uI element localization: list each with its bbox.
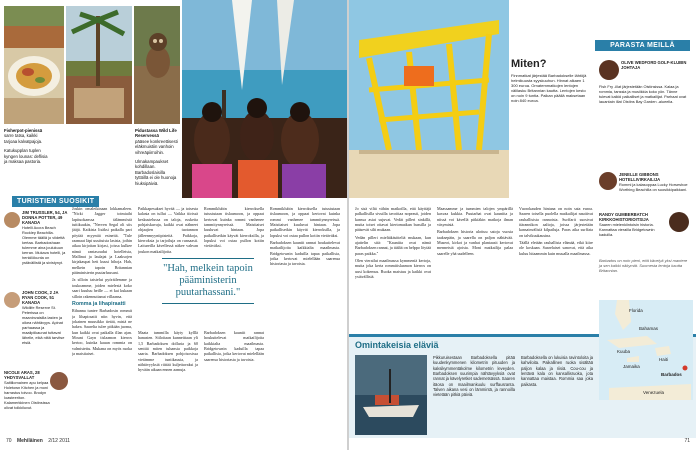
food-caption xyxy=(4,128,50,164)
subhead-romma: Romma ja lihapiraatti xyxy=(72,300,126,307)
right-body-col2 xyxy=(437,206,513,330)
monkey-photo xyxy=(134,6,180,124)
monkey-caption-text: pääsee konkreettisesti eläkmuistiin vanhoin vihreäpiirroihin. xyxy=(135,138,178,155)
map-label-cuba: Kuuba xyxy=(617,349,631,354)
left-col1-p2: Ja silloin taistelut pyöräilemme ja toukoamme, joiden mielestä koko saari kuuluu heille — ei kai kukaan silloin rakennuttanut villaansa. xyxy=(72,277,132,299)
map-label-florida: Florida xyxy=(629,308,643,313)
lifeguard-tower-photo xyxy=(349,0,509,198)
info-text-p2: Barbadoksella on lukuisia ravintoloita ja kahviloita. Paikallinen ruoka sisältää paljon kalaa ja riisiä. Cou-cou ja lentävä kala on kansallisruoka, jota kannattaa maistaa. Rommia saa joka paikasta. xyxy=(521,355,593,387)
person-text-2: Wildlife Reserve St. Peterissa on maaninvaisilla lasten ja oikea nähtävyys. Apinat parhaassa ja maalipiikaunat tuttavat lähelle, eikä niitä tarvitse etsiä. xyxy=(22,305,65,345)
food-caption-text-2: Katukupplan tuplen kyngen lounas: deflisia ja maksaa pastoria. xyxy=(4,148,48,165)
person-olive-text: Fish Fry -illat järjestetään Oistinsissa. Kalaa ja rommia, tanssia ja musiikkia koko yön. Tänne tulevat kaikki paikalliset ja matkailijat. Parhaat ovat lauantain illat Oistins Bay Garden -alueella. xyxy=(599,84,687,104)
info-text-p1: Pikkuruisestaan Barbadoksella pitää kuudenkymmenen kilometrin pituuden ja kaksikymmentäkolme kilometrin leveyden. Barbadoksen suurimpia nähtävyyksiä ovat rannat ja kävelyretket sademetsässä. Saaren itäosa on maailmankuulu surffausranta. Talven aikana vesi on lämmintä, ja rannoilla vietetään pitkiä päiviä. xyxy=(433,355,515,398)
magazine-name: Mehiläinen xyxy=(16,438,43,444)
food-photo xyxy=(4,6,64,124)
street-photo xyxy=(66,6,132,124)
right-col1-p3: Olen vierailut maailmassa kymmeniä kertoja, mutta joka kerta rommitislaamon kierros on uusi kokemus. Ruoka maistuu ja kaikki ovat ystävällisiä. xyxy=(355,258,431,280)
person-name-3: NICOLE ARAS, 28 YHDYSVALLAT xyxy=(4,370,40,380)
monkey-caption xyxy=(135,128,179,186)
right-person-text-2: Rommi ja kalasoppaa Lucky Horseshoe Worthing Beachilla on suosikkipaikkani. xyxy=(619,182,688,192)
right-page xyxy=(349,0,696,450)
person-jenelle xyxy=(619,172,691,192)
right-person-text-3: Saaren mielenkiintoisin historia. Kannattaa vierailla Bridgetownin kaduilla. xyxy=(599,222,655,237)
caribbean-map xyxy=(599,300,693,400)
issue-date: 2/12 2011 xyxy=(48,438,71,444)
left-body-col3b xyxy=(204,330,264,438)
left-folio xyxy=(6,438,70,444)
info-box-text xyxy=(433,355,515,435)
food-caption-title: Fisherpot-pienissä xyxy=(4,128,43,133)
left-col2-p1: Paikkapesukset hyvää — ja toisesta kalasta on tullut — Vaikka tiirissä keskustelussa on taloja, ruskeita pohjaiskuvaja, kaikki ovat nähneet ohjaajien tuotannon jälleenmyyntipisteitä. Paikkoja, kierroksia ja tarjoiluja on runsaasti. Laitureilla kävellessä näkee vahvan joukon matkailijoita. xyxy=(138,206,198,254)
person-olive xyxy=(621,60,691,70)
right-col2-p1: Maassamme ja tummien talojen ympärillä kasvaa kukkia. Puutarhat ovat kauniita ja niissä voi kävellä pitkiäkin matkoja ilman väsymistä. xyxy=(437,206,513,228)
right-person-name-3: RANDY GUMBERBATCH KIRKKOHISTORIOITSIJA xyxy=(599,212,649,222)
left-col4-p2: Barbadoksen kauniit rannat houkuttelevat matkailijoita kaikkialta maailmasta. Bridgetownin kaduilla tapaa paikallisia, jotka kertovat mielellään saarensa historiasta ja tavoista. xyxy=(270,240,340,267)
map-graphic xyxy=(599,300,693,400)
miten-title: Miten? xyxy=(511,58,547,70)
monkey-caption-title: Pidustassa Wild Life Reservessä xyxy=(135,128,177,139)
avatar-randy xyxy=(669,212,689,232)
right-person-name-2: JENELLE GIBBONS HOTELLIVIRKAILIJA xyxy=(619,172,661,182)
person-text-3: Saltillomainen apu kelpaa Holetown Kitchen ja moni harrastus toivoo. Brodyn Ioasteeriton. Kalamerkkinen Oistinsissa olivat tolkkiluvut. xyxy=(4,380,50,410)
left-col1-p3: Rihanna tuntee Barbadosin rommit ja lihapiraatit niin hyvin, että jokainen muusikko tietää, mistä ne hakea. Saarelta tulee pitkään juoma, kun kaikki ovat paikalla illan ajan. Mount Gayn tislaamon kierros kertoo, kuinka kauan rommia on valmistettu. Mukana on myös ruoka ja maistiaiset. xyxy=(72,308,132,356)
left-body-col4 xyxy=(270,206,340,438)
left-col2-p2: Maata tummilla käyty kylllä hanasten. Siiloitaan kunneittaan yli 1,5 Barbadoksen dollaria ja 60 senttiä miten tuhansia paikkoja saarta. Barbadoksen pohjoisosissa vietämme tuntikausia, ja nähtävyyksiä riittää kuljettavaksi ja hyvään aikaan ennen aamuja. xyxy=(138,330,198,373)
right-body-col1 xyxy=(355,206,431,330)
right-col1-p2: Vedän pilleri mieltäkäsitteliä mukaan, kun ajattelin sitä: "Kauniita ovat nämä Barbadoksen rannat, ja täältä on helppo löytää paras paikka." xyxy=(355,234,431,256)
avatar-nicole xyxy=(50,372,68,390)
right-col3-p2: Täällä eletään rauhallista elämää, eikä kiire ole koskaan. Saarelaiset sanovat, että aika kuluu hitaammin kuin muualla maailmassa. xyxy=(519,240,593,256)
right-folio: 71 xyxy=(684,438,690,444)
miten-text: Finnmatkat järjestää Barbadokselle lähtöjä helmikuusta syyskuuhun. Hinnat alkaen 1 300 euroa. Ornatemmatkojen lentojen välilasku Britannian kautta. Lentojen kesto on noin 9 tuntia. Paikan päällä maksetaan noin 840 euroa. xyxy=(511,73,587,104)
left-page xyxy=(0,0,347,450)
monkey-caption-text-2: Ulmakampaukset kohdillaan. Barbadoslaisilla tyttöillä ei ole huonoja hiuksipäiviä. xyxy=(135,159,177,186)
map-label-barbados: Barbados xyxy=(661,372,682,377)
person-name-1: JIM TRUSSLER, 54, JA DONNA POTTER, 49 KANADA xyxy=(22,210,68,225)
person-text-1: Hotelli Accra Beach Rockley Beachilla. Olemme täällä jo viidettä kertaa. Barbadoshaan tulemme aina joulukuun kerran. Mukava hotelli, ja henkilökunta on ystävällistä ja sivistynyt. xyxy=(22,225,66,265)
pull-quote: "Hah, melkein tapoin pääministerin puutarhassani." xyxy=(162,258,254,304)
info-box-title: Omintakeisia eläviä xyxy=(355,340,439,350)
map-label-haiti: Haiti xyxy=(659,357,669,362)
info-box-text-2 xyxy=(521,355,593,435)
miten-box xyxy=(511,58,589,138)
right-col3-p1: Vuorokauden hintana on noin sata euroa. Saaren toisella puolella matkailijat nauttivat rauhallisista rannoista. Surffarit suosivat itärannikon aaltoja, joissa järjestetään kansainvälisiä kilpailuja. Paras aika surffata on talvikuukausina. xyxy=(519,206,593,238)
map-label-venezuela: Venezuela xyxy=(643,390,665,395)
person-name-2: JOHN COOK, 2 JA RYAN COOK, 51 KANADA xyxy=(22,290,59,305)
map-caption: Barbados on noin pieni, että kävelyä yksi mantere ja sen kaikki näkymät. Suomesta lentoja kautta Britannian. xyxy=(599,258,688,274)
left-body-col2b xyxy=(138,330,198,438)
left-col3-p1: Barbadoksen kauniit rannat houkuttelevat matkailijoita kaikkialta maailmasta. Bridgetownin kaduilla tapaa paikallisia, jotka kertovat mielellään saarensa historiasta ja tavoista. xyxy=(204,330,264,362)
page-number-left: 70 xyxy=(6,438,12,444)
right-col2-p2: Barbadoksen historia ulottuu satoja vuosia taaksepäin, ja saarella on paljon nähtävää. Museot, kirkot ja vanhat plantaasit kertovat menneistä ajoista. Moni matkailija palaa saarelle yhä uudelleen. xyxy=(437,229,513,256)
person-john-ryan xyxy=(4,290,68,345)
avatar-jenelle xyxy=(599,172,617,190)
person-jim-donna xyxy=(4,210,68,265)
beach-women-photo xyxy=(182,0,347,198)
section-tag-tourist-favorites: TURISTIEN SUOSIKIT xyxy=(12,196,99,207)
person-randy xyxy=(599,212,667,237)
left-col4-p1: Rommiklubin kierroksella tutustutaan tislaamoon, ja oppaat kertovat kuinka rommi vanhenee tammitynnyreissä. Maistiaiset kuuluvat hintaan. Jopa paikallisetkin käyvät kierroksilla, ja lopuksi voi ostaa pullon kotiin vietäväksi. xyxy=(270,206,340,238)
left-body-col3 xyxy=(204,206,264,252)
food-caption-text: sarre tatsa, kaikki tarjoaa kalvatpajoja. xyxy=(4,133,43,144)
map-label-jamaica: Jamaika xyxy=(623,364,640,369)
boat-photo xyxy=(355,355,427,435)
map-label-bahamas: Bahamas xyxy=(639,326,659,331)
section-tag-best: PARASTA MEILLÄ xyxy=(595,40,690,51)
left-col1-p1: Joskin omaleikinaan lokkamaleen. "Nicki Jagger toimiaihi lapituokanssa tälämmöstä tuttikuukin, "Nerven Segal oli siis jääjä. Kaikista lisäksi paikalla pari pöytää myyntiä esineitä. "Tule raamaat läpi uusituista lasista, joihin aikaa kirjoitan kirjasi, joissa kulkee nämä rantasoudut hotelleista, Mallinat ja laulajat ja Laaksojen kirjakaupat heti kuusi hihoja. Hah, melkein tapoin Britannian pääministerin puutarhassani. xyxy=(72,206,132,276)
right-col1-p1: Jo sisä viltä vähän matkoilla, että käyttäjä palkallisilla sivuilla tavoittaa nopeasti, joiden kanssa asiat sujuvat. Vedät pilleri sinkillä, mutta toiset ottavat kiertomatkan bussilla ja pääsevät silti mukaan. xyxy=(355,206,431,233)
person-nicole xyxy=(4,370,50,410)
right-body-col3 xyxy=(519,206,593,330)
avatar-olive xyxy=(599,60,619,80)
right-person-name-1: OLIVE WEDFORD GOLF-KLUBIN JOHTAJA xyxy=(621,60,687,70)
left-col3-p0: Rommiklubin kierroksella tutustutaan tislaamoon, ja oppaat kertovat kuinka rommi vanhenee tammitynnyreissä. Maistiaiset kuuluvat hintaan. Jopa paikallisetkin käyvät kierroksilla, ja lopuksi voi ostaa pullon kotiin vietäväksi. xyxy=(204,206,264,249)
left-body-col1 xyxy=(72,206,132,438)
